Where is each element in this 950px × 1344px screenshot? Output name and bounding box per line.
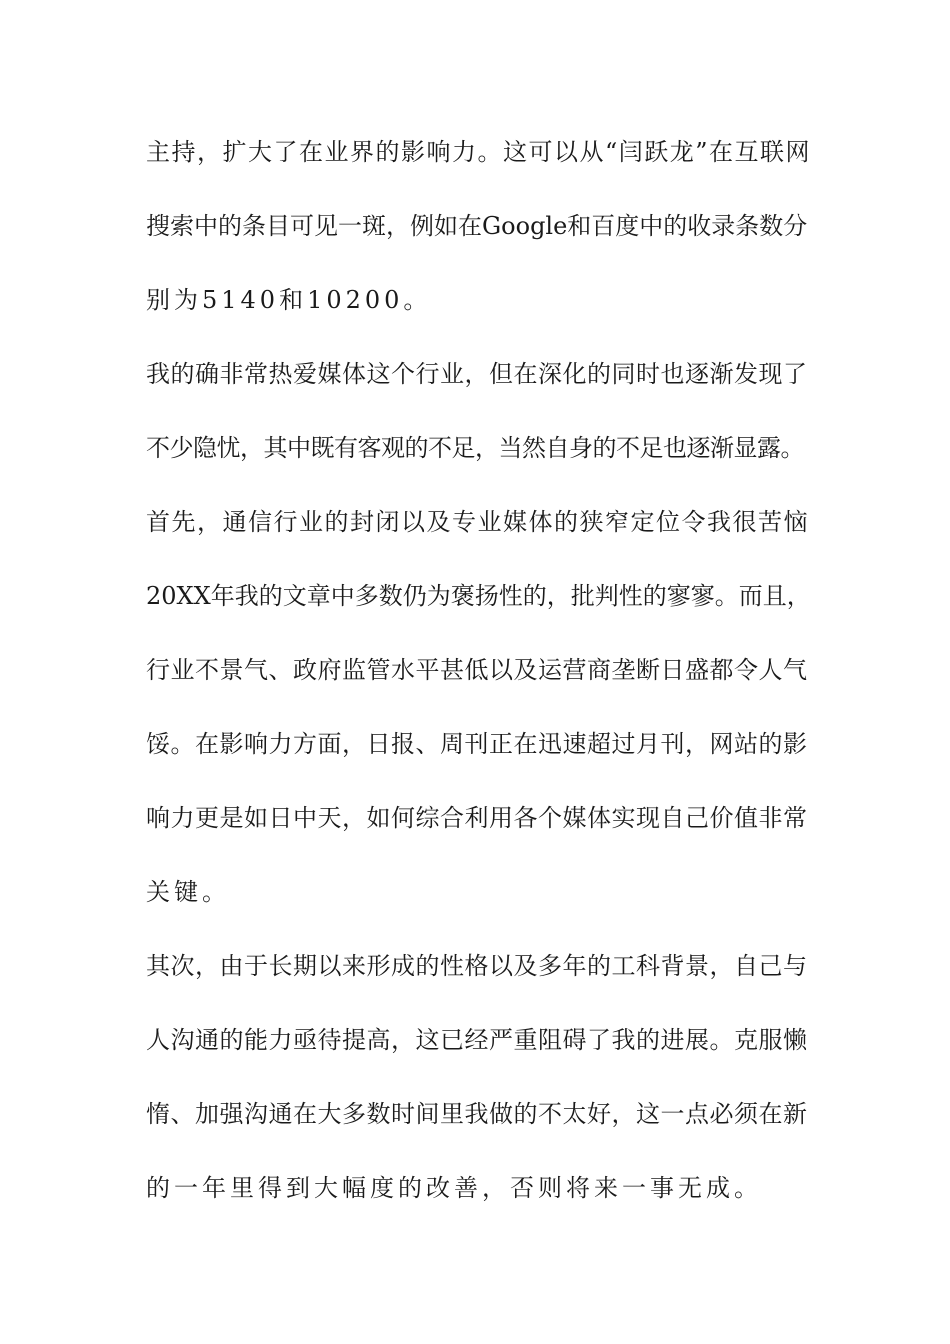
text-line: 的一年里得到大幅度的改善，否则将来一事无成。 xyxy=(146,1174,762,1202)
text-line: 别为5140和10200。 xyxy=(146,286,432,314)
text-line: 主持，扩大了在业界的影响力。这可以从“闫跃龙”在互联网 xyxy=(146,138,812,166)
text-line: 关键。 xyxy=(146,878,230,906)
text-line: 行业不景气、政府监管水平甚低以及运营商垄断日盛都令人气 xyxy=(146,656,808,684)
text-line: 馁。在影响力方面，日报、周刊正在迅速超过月刊，网站的影 xyxy=(146,730,808,758)
text-line: 20XX年我的文章中多数仍为褒扬性的，批判性的寥寥。而且， xyxy=(146,582,811,610)
text-line: 响力更是如日中天，如何综合利用各个媒体实现自己价值非常 xyxy=(146,804,808,832)
text-line: 不少隐忧，其中既有客观的不足，当然自身的不足也逐渐显露。 xyxy=(146,434,804,462)
text-line: 其次，由于长期以来形成的性格以及多年的工科背景，自己与 xyxy=(146,952,808,980)
text-line: 搜索中的条目可见一斑，例如在Google和百度中的收录条数分 xyxy=(146,212,808,240)
text-line: 首先，通信行业的封闭以及专业媒体的狭窄定位令我很苦恼 xyxy=(146,508,809,536)
text-line: 我的确非常热爱媒体这个行业，但在深化的同时也逐渐发现了 xyxy=(146,360,808,388)
text-line: 惰、加强沟通在大多数时间里我做的不太好，这一点必须在新 xyxy=(146,1100,808,1128)
text-line: 人沟通的能力亟待提高，这已经严重阻碍了我的进展。克服懒 xyxy=(146,1026,808,1054)
